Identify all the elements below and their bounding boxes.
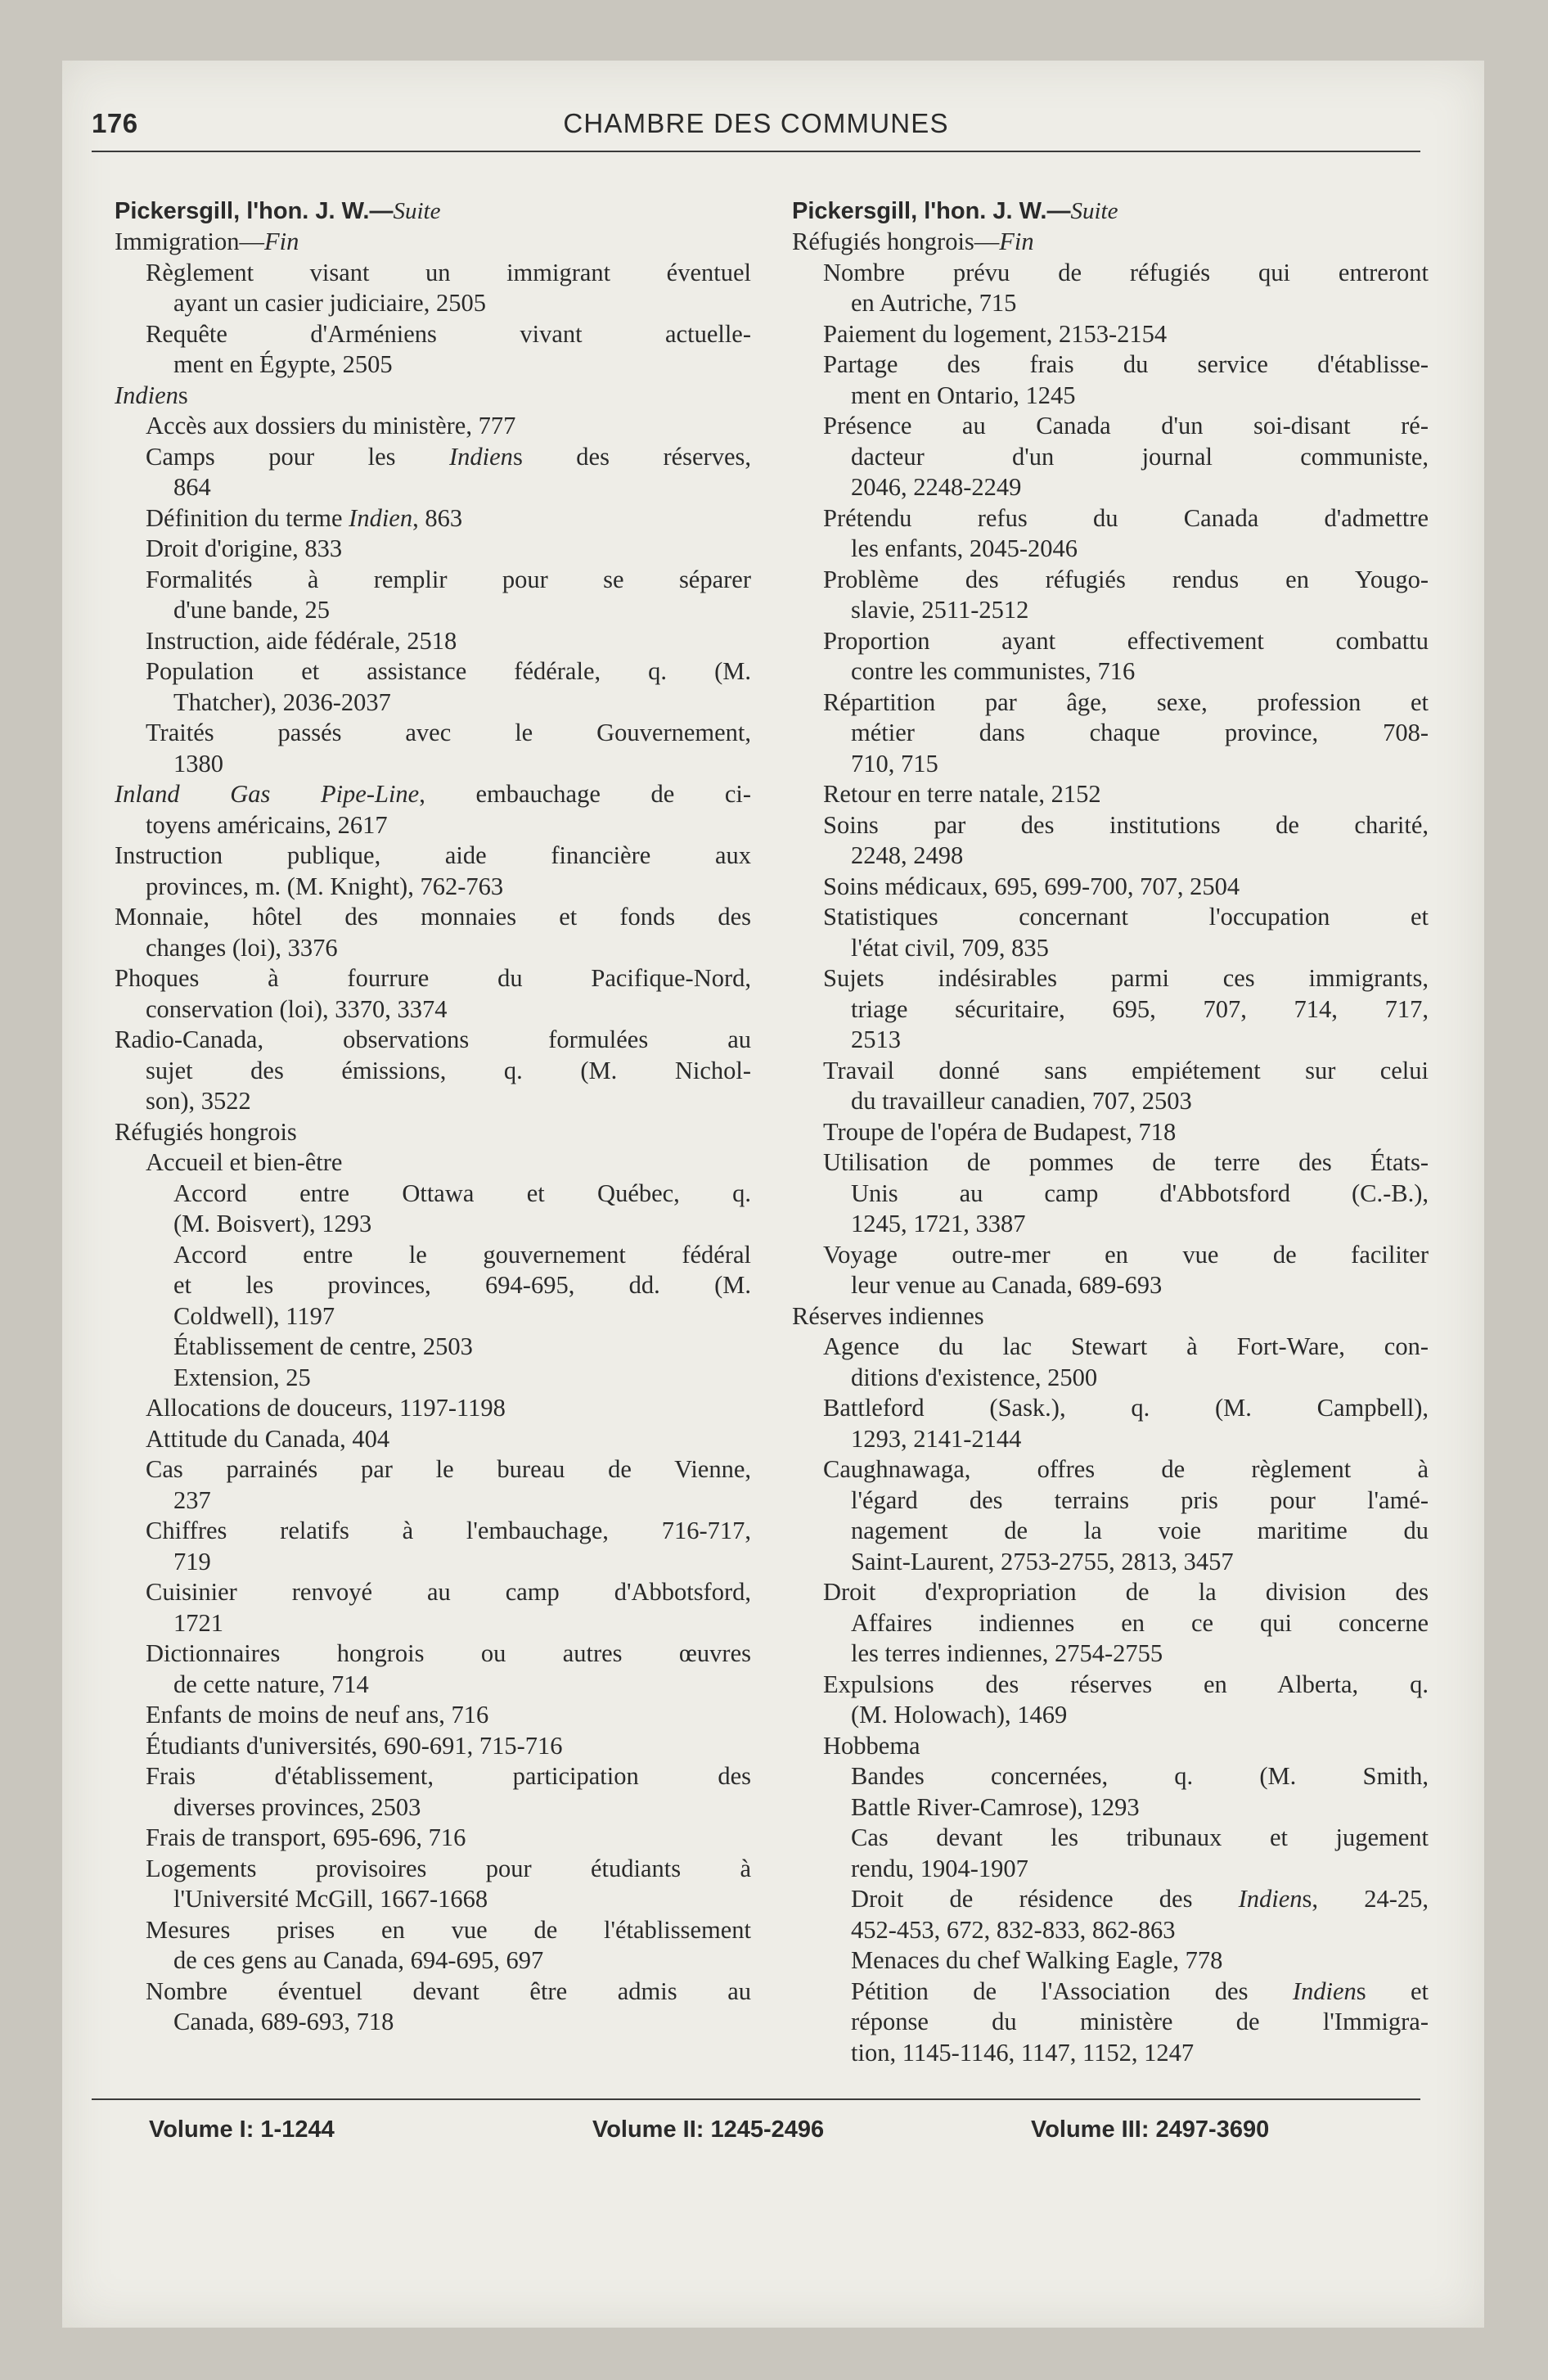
entry-line: Nombre éventuel devant être admis au <box>146 1977 751 2005</box>
entry-line: Proportion ayant effectivement combattu <box>823 626 1429 655</box>
entry-line: Frais de transport, 695-696, 716 <box>146 1823 466 1851</box>
index-entry-level-1 <box>115 841 751 902</box>
entry-heading <box>115 196 751 227</box>
index-entry-level-1 <box>115 1117 751 1148</box>
index-entry-level-2 <box>115 565 751 626</box>
entry-line: dacteur d'un journal communiste, <box>851 442 1429 471</box>
entry-line: Accord entre Ottawa et Québec, q. <box>173 1179 751 1207</box>
entry-line: diverses provinces, 2503 <box>173 1792 421 1821</box>
left-column <box>115 196 751 2038</box>
index-entry-level-2 <box>792 1240 1429 1301</box>
entry-line: contre les communistes, 716 <box>851 657 1136 685</box>
running-head <box>92 105 1420 144</box>
entry-line: Expulsions des réserves en Alberta, q. <box>823 1670 1429 1698</box>
heading-suite: Suite <box>1070 198 1118 224</box>
index-entry-level-1 <box>115 381 751 412</box>
entry-line: Hobbema <box>823 1731 920 1760</box>
entry-line: Frais d'établissement, participation des <box>146 1762 751 1790</box>
entry-line: Battle River-Camrose), 1293 <box>851 1792 1140 1821</box>
entry-line: l'Université McGill, 1667-1668 <box>173 1885 488 1913</box>
index-entry-level-2 <box>115 1577 751 1639</box>
index-entry-level-1 <box>792 1301 1429 1332</box>
index-entry-level-1 <box>115 779 751 841</box>
entry-line: nagement de la voie maritime du <box>851 1517 1429 1544</box>
entry-line: 1293, 2141-2144 <box>851 1424 1022 1453</box>
entry-line: Droit d'origine, 833 <box>146 534 343 562</box>
index-entry-level-1 <box>115 1025 751 1117</box>
index-entry-level-2 <box>792 1670 1429 1731</box>
entry-line: Logements provisoires pour étudiants à <box>146 1854 751 1882</box>
entry-line: Population et assistance fédérale, q. (M. <box>146 657 751 685</box>
entry-line: Partage des frais du service d'établisse- <box>823 350 1429 378</box>
index-entry-level-2 <box>115 1854 751 1915</box>
entry-line: l'état civil, 709, 835 <box>851 933 1049 962</box>
header-rule <box>92 151 1420 152</box>
heading-suite: Suite <box>393 198 441 224</box>
footer-volume-3: Volume III: 2497-3690 <box>1031 2116 1270 2143</box>
entry-line: réponse du ministère de l'Immigra- <box>851 2008 1429 2035</box>
index-entry-level-2 <box>792 902 1429 963</box>
entry-line: l'égard des terrains pris pour l'amé- <box>851 1485 1429 1514</box>
index-entry-level-2 <box>792 1577 1429 1670</box>
entry-line: Droit d'expropriation de la division des <box>823 1578 1429 1606</box>
heading-name: Pickersgill, l'hon. J. W.— <box>115 198 394 224</box>
index-entry-level-2 <box>115 1424 751 1455</box>
index-entry-level-2 <box>115 411 751 442</box>
entry-line: Caughnawaga, offres de règlement à <box>823 1455 1429 1483</box>
entry-line: leur venue au Canada, 689-693 <box>851 1271 1163 1299</box>
entry-line: 1380 <box>173 749 223 778</box>
entry-line: Immigration—Fin <box>115 228 299 255</box>
index-entry-level-2 <box>115 656 751 718</box>
entry-line: Affaires indiennes en ce qui concerne <box>851 1608 1429 1637</box>
index-entry-level-3 <box>792 1823 1429 1884</box>
entry-line: Travail donné sans empiétement sur celui <box>823 1056 1429 1084</box>
index-entry-level-3 <box>115 1240 751 1332</box>
entry-line: Accord entre le gouvernement fédéral <box>173 1240 751 1269</box>
entry-line: Cas devant les tribunaux et jugement <box>851 1823 1429 1851</box>
index-entry-level-1 <box>115 227 751 258</box>
entry-line: Réserves indiennes <box>792 1301 984 1330</box>
index-entry-level-2 <box>792 1731 1429 1762</box>
entry-line: provinces, m. (M. Knight), 762-763 <box>146 872 504 900</box>
index-entry-level-2 <box>792 626 1429 687</box>
index-entry-level-2 <box>792 258 1429 319</box>
index-entry-level-2 <box>115 1977 751 2038</box>
index-entry-level-3 <box>115 1363 751 1394</box>
page-title: CHAMBRE DES COMMUNES <box>563 108 949 138</box>
entry-line: Nombre prévu de réfugiés qui entreront <box>823 258 1429 286</box>
index-entry-level-2 <box>115 626 751 657</box>
index-entry-level-2 <box>115 1761 751 1823</box>
entry-line: Retour en terre natale, 2152 <box>823 780 1101 808</box>
index-entry-level-2 <box>115 534 751 565</box>
index-entry-level-2 <box>115 1731 751 1762</box>
index-entry-level-2 <box>115 1516 751 1577</box>
entry-line: Présence au Canada d'un soi-disant ré- <box>823 412 1429 439</box>
entry-line: 2248, 2498 <box>851 841 964 869</box>
index-entry-level-2 <box>792 349 1429 411</box>
entry-line: Règlement visant un immigrant éventuel <box>146 258 751 286</box>
entry-line: Instruction publique, aide financière aux <box>115 841 751 869</box>
index-entry-level-2 <box>115 319 751 381</box>
index-entry-level-2 <box>792 319 1429 350</box>
entry-line: 1721 <box>173 1608 223 1637</box>
entry-line: les terres indiennes, 2754-2755 <box>851 1639 1163 1667</box>
entry-line: Accès aux dossiers du ministère, 777 <box>146 412 516 439</box>
index-entry-level-2 <box>792 1393 1429 1454</box>
entry-line: Réfugiés hongrois <box>115 1117 297 1146</box>
index-entry-level-2 <box>115 442 751 503</box>
right-column <box>792 196 1429 2068</box>
entry-heading <box>792 196 1429 227</box>
entry-line: Formalités à remplir pour se séparer <box>146 565 751 593</box>
index-entry-level-2 <box>792 810 1429 872</box>
index-entry-level-2 <box>792 872 1429 903</box>
entry-line: Unis au camp d'Abbotsford (C.-B.), <box>851 1179 1429 1207</box>
entry-line: Menaces du chef Walking Eagle, 778 <box>851 1946 1223 1974</box>
entry-line: Requête d'Arméniens vivant actuelle- <box>146 319 751 348</box>
entry-line: tion, 1145-1146, 1147, 1152, 1247 <box>851 2038 1195 2067</box>
entry-line: Répartition par âge, sexe, profession et <box>823 687 1429 716</box>
index-entry-level-3 <box>792 1977 1429 2069</box>
entry-line: Chiffres relatifs à l'embauchage, 716-717, <box>146 1517 751 1544</box>
index-entry-level-2 <box>115 718 751 779</box>
entry-line: (M. Holowach), 1469 <box>851 1701 1068 1729</box>
entry-line: Soins médicaux, 695, 699-700, 707, 2504 <box>823 872 1240 900</box>
index-entry-level-2 <box>115 1700 751 1731</box>
footer-volume-2: Volume II: 1245-2496 <box>592 2116 825 2143</box>
index-entry-level-2 <box>115 1147 751 1179</box>
footer-rule <box>92 2098 1420 2100</box>
index-entry-level-3 <box>792 1761 1429 1823</box>
entry-line: Coldwell), 1197 <box>173 1301 335 1330</box>
entry-line: Enfants de moins de neuf ans, 716 <box>146 1701 489 1729</box>
entry-line: les enfants, 2045-2046 <box>851 534 1078 562</box>
index-entry-level-3 <box>792 1945 1429 1977</box>
entry-line: Statistiques concernant l'occupation et <box>823 903 1429 931</box>
entry-line: Sujets indésirables parmi ces immigrants, <box>823 964 1429 992</box>
entry-line: de ces gens au Canada, 694-695, 697 <box>173 1946 544 1974</box>
entry-line: Indiens <box>115 381 188 409</box>
entry-line: en Autriche, 715 <box>851 289 1017 317</box>
entry-line: Pétition de l'Association des Indiens et <box>851 1977 1429 2005</box>
entry-line: sujet des émissions, q. (M. Nichol- <box>146 1056 751 1084</box>
index-entry-level-2 <box>115 1639 751 1700</box>
index-entry-level-2 <box>115 258 751 319</box>
entry-line: Cas parrainés par le bureau de Vienne, <box>146 1455 751 1483</box>
entry-line: 237 <box>173 1485 211 1514</box>
entry-line: 1245, 1721, 3387 <box>851 1210 1026 1237</box>
entry-line: Instruction, aide fédérale, 2518 <box>146 626 457 655</box>
entry-line: du travailleur canadien, 707, 2503 <box>851 1087 1192 1115</box>
entry-line: Étudiants d'universités, 690-691, 715-716 <box>146 1731 563 1760</box>
index-entry-level-2 <box>792 503 1429 565</box>
entry-line: Voyage outre-mer en vue de faciliter <box>823 1240 1429 1269</box>
entry-line: Dictionnaires hongrois ou autres œuvres <box>146 1639 751 1667</box>
index-entry-level-2 <box>792 963 1429 1056</box>
index-entry-level-2 <box>792 1332 1429 1393</box>
entry-line: Camps pour les Indiens des réserves, <box>146 442 751 471</box>
entry-line: triage sécuritaire, 695, 707, 714, 717, <box>851 994 1429 1023</box>
entry-line: d'une bande, 25 <box>173 596 330 624</box>
index-entry-level-3 <box>115 1332 751 1363</box>
entry-line: Réfugiés hongrois—Fin <box>792 228 1034 255</box>
index-entry-level-1 <box>792 227 1429 258</box>
entry-line: ment en Ontario, 1245 <box>851 381 1076 409</box>
entry-line: ment en Égypte, 2505 <box>173 350 393 378</box>
index-entry-level-2 <box>115 1823 751 1854</box>
entry-line: Radio-Canada, observations formulées au <box>115 1025 751 1053</box>
entry-line: Allocations de douceurs, 1197-1198 <box>146 1394 506 1422</box>
index-entry-level-2 <box>792 1147 1429 1240</box>
footer-volume-1: Volume I: 1-1244 <box>149 2116 335 2143</box>
entry-line: 2046, 2248-2249 <box>851 473 1022 501</box>
entry-line: 2513 <box>851 1025 901 1053</box>
entry-line: toyens américains, 2617 <box>146 810 388 839</box>
entry-line: changes (loi), 3376 <box>146 933 338 962</box>
index-entry-level-2 <box>792 1117 1429 1148</box>
entry-line: Bandes concernées, q. (M. Smith, <box>851 1762 1429 1790</box>
index-entry-level-2 <box>792 1454 1429 1577</box>
entry-line: Phoques à fourrure du Pacifique-Nord, <box>115 964 751 992</box>
entry-line: son), 3522 <box>146 1087 251 1115</box>
entry-line: Inland Gas Pipe-Line, embauchage de ci- <box>115 780 751 808</box>
entry-line: Traités passés avec le Gouvernement, <box>146 719 751 746</box>
index-entry-level-2 <box>115 1454 751 1516</box>
index-entry-level-2 <box>792 779 1429 810</box>
entry-line: 452-453, 672, 832-833, 862-863 <box>851 1915 1176 1944</box>
index-entry-level-2 <box>115 1393 751 1424</box>
index-entry-level-1 <box>115 902 751 963</box>
entry-line: Cuisinier renvoyé au camp d'Abbotsford, <box>146 1578 751 1606</box>
entry-line: 710, 715 <box>851 749 938 778</box>
entry-line: rendu, 1904-1907 <box>851 1854 1028 1882</box>
index-entry-level-2 <box>115 1915 751 1977</box>
entry-line: Canada, 689-693, 718 <box>173 2008 394 2035</box>
entry-line: métier dans chaque province, 708- <box>851 719 1429 746</box>
entry-line: et les provinces, 694-695, dd. (M. <box>173 1271 751 1299</box>
entry-line: Troupe de l'opéra de Budapest, 718 <box>823 1117 1177 1146</box>
entry-line: Monnaie, hôtel des monnaies et fonds des <box>115 903 751 931</box>
entry-line: Extension, 25 <box>173 1363 311 1391</box>
entry-line: Mesures prises en vue de l'établissement <box>146 1915 751 1944</box>
entry-line: conservation (loi), 3370, 3374 <box>146 994 448 1023</box>
index-entry-level-2 <box>115 503 751 534</box>
entry-line: 864 <box>173 473 211 501</box>
index-entry-level-3 <box>792 1884 1429 1945</box>
entry-line: Attitude du Canada, 404 <box>146 1424 390 1453</box>
entry-line: Agence du lac Stewart à Fort-Ware, con- <box>823 1332 1429 1360</box>
index-entry-level-1 <box>115 963 751 1025</box>
entry-line: Accueil et bien-être <box>146 1148 343 1176</box>
entry-line: Utilisation de pommes de terre des États- <box>823 1148 1429 1176</box>
index-entry-level-2 <box>792 1056 1429 1117</box>
entry-line: Battleford (Sask.), q. (M. Campbell), <box>823 1394 1429 1422</box>
entry-line: (M. Boisvert), 1293 <box>173 1210 372 1237</box>
entry-line: ayant un casier judiciaire, 2505 <box>173 289 486 317</box>
index-entry-level-2 <box>792 411 1429 503</box>
entry-line: 719 <box>173 1547 211 1575</box>
page-number: 176 <box>92 108 138 138</box>
entry-line: Paiement du logement, 2153-2154 <box>823 319 1168 348</box>
entry-line: de cette nature, 714 <box>173 1670 369 1698</box>
entry-line: Soins par des institutions de charité, <box>823 810 1429 839</box>
entry-line: Définition du terme Indien, 863 <box>146 503 463 532</box>
entry-line: Thatcher), 2036-2037 <box>173 687 391 716</box>
heading-name: Pickersgill, l'hon. J. W.— <box>792 198 1071 224</box>
index-entry-level-3 <box>115 1179 751 1240</box>
entry-line: Prétendu refus du Canada d'admettre <box>823 503 1429 532</box>
entry-line: Droit de résidence des Indiens, 24-25, <box>851 1885 1429 1913</box>
index-entry-level-2 <box>792 565 1429 626</box>
entry-line: Problème des réfugiés rendus en Yougo- <box>823 565 1429 593</box>
entry-line: Établissement de centre, 2503 <box>173 1332 473 1360</box>
entry-line: slavie, 2511-2512 <box>851 596 1029 624</box>
entry-line: Saint-Laurent, 2753-2755, 2813, 3457 <box>851 1547 1234 1575</box>
index-entry-level-2 <box>792 687 1429 780</box>
entry-line: ditions d'existence, 2500 <box>851 1363 1098 1391</box>
